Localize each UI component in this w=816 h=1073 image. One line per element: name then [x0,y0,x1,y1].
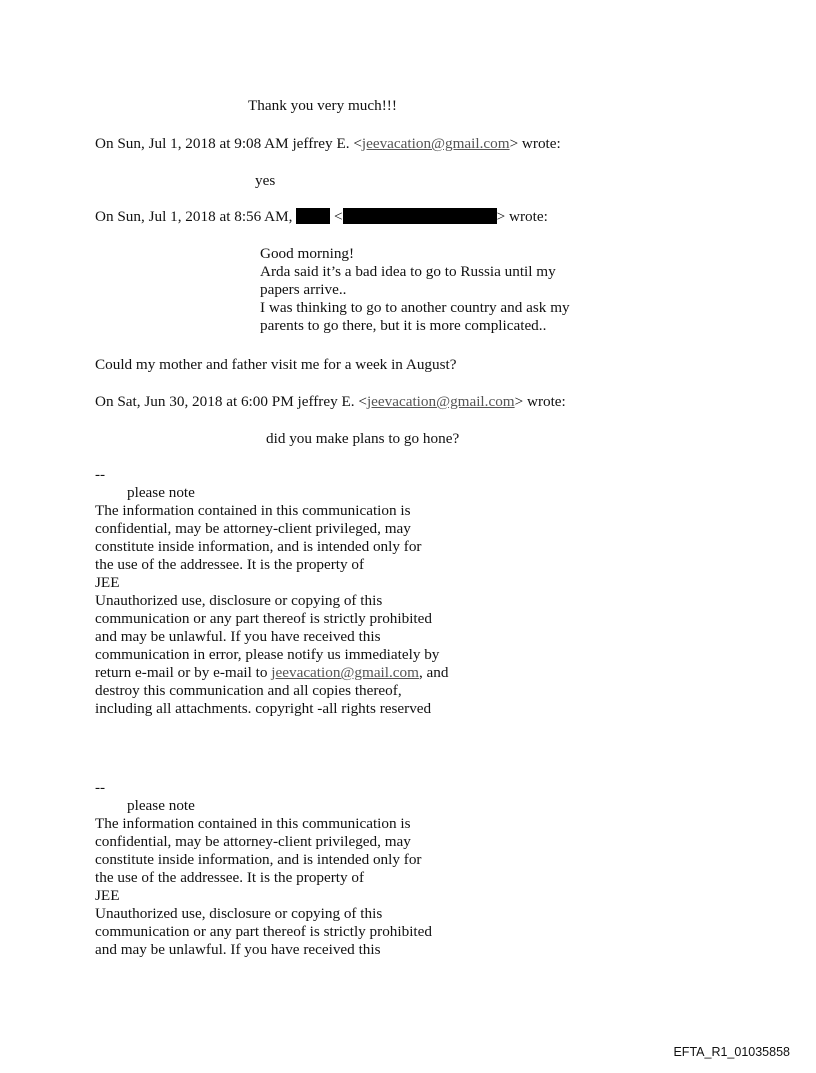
signature-line: constitute inside information, and is intended only for [95,851,422,868]
sender-email-link[interactable]: jeevacation@gmail.com [366,393,515,410]
redacted-sender-email [343,208,497,224]
message-body-good-morning [260,245,570,335]
signature-line: JEE [95,887,120,904]
signature-line: JEE [95,574,120,591]
document-id: EFTA_R1_01035858 [673,1045,790,1059]
signature-line: The information contained in this communication is [95,502,411,519]
signature-dashes: -- [95,466,106,483]
signature-note: please note [127,484,195,501]
signature-return-line [95,664,448,682]
quote-header-prefix: On Sat, Jun 30, 2018 at 6:00 PM jeffrey E. < [95,393,367,410]
quote-header-jun30-600 [95,393,566,411]
signature-line: destroy this communication and all copies thereof, [95,682,402,699]
reply-body-yes: yes [255,172,276,189]
message-body-visit-question: Could my mother and father visit me for a week in August? [95,356,457,373]
signature-line: the use of the addressee. It is the property of [95,556,365,573]
signature-line: The information contained in this communication is [95,815,411,832]
confidentiality-signature-1 [95,466,448,718]
signature-line: the use of the addressee. It is the property of [95,869,365,886]
signature-line: Unauthorized use, disclosure or copying of this [95,905,383,922]
quote-header-lt: < [334,208,343,225]
message-line: Arda said it’s a bad idea to go to Russia until my [260,263,556,280]
quote-header-suffix: > wrote: [514,393,566,410]
quote-header-jul1-856 [95,208,548,226]
signature-note: please note [127,797,195,814]
signature-line: constitute inside information, and is intended only for [95,538,422,555]
return-prefix: return e-mail or by e-mail to [95,664,272,681]
signature-line: confidential, may be attorney-client privileged, may [95,520,411,537]
return-suffix: , and [418,664,449,681]
quote-header-suffix: > wrote: [496,208,548,225]
signature-line: communication or any part thereof is strictly prohibited [95,610,432,627]
quote-header-prefix: On Sun, Jul 1, 2018 at 8:56 AM, [95,208,293,225]
message-line: Good morning! [260,245,355,262]
signature-line: communication in error, please notify us immediately by [95,646,440,663]
signature-line: including all attachments. copyright -all rights reserved [95,700,432,717]
quote-header-prefix: On Sun, Jul 1, 2018 at 9:08 AM jeffrey E. < [95,135,362,152]
message-line: papers arrive.. [260,281,347,298]
signature-email-link[interactable]: jeevacation@gmail.com [271,664,419,681]
redacted-sender-name [296,208,330,224]
reply-body-thanks: Thank you very much!!! [248,97,397,114]
signature-line: and may be unlawful. If you have received this [95,628,381,645]
confidentiality-signature-2 [95,779,432,959]
message-line: I was thinking to go to another country and ask my [260,299,570,316]
signature-line: and may be unlawful. If you have received this [95,941,381,958]
signature-line: confidential, may be attorney-client privileged, may [95,833,411,850]
quote-header-suffix: > wrote: [509,135,561,152]
signature-dashes: -- [95,779,106,796]
signature-line: Unauthorized use, disclosure or copying of this [95,592,383,609]
message-line: parents to go there, but it is more complicated.. [260,317,547,334]
quote-header-jul1-908 [95,135,561,153]
signature-line: communication or any part thereof is strictly prohibited [95,923,432,940]
sender-email-link[interactable]: jeevacation@gmail.com [361,135,510,152]
message-body-plans-question: did you make plans to go hone? [266,430,460,447]
